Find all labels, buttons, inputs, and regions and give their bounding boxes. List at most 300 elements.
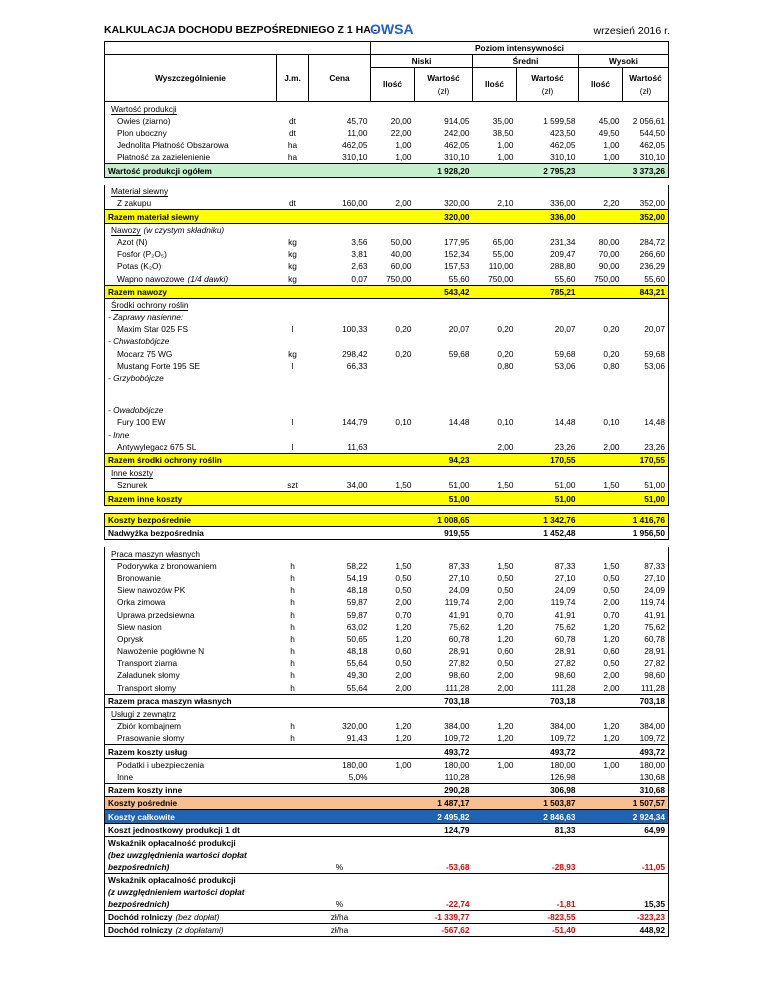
qty-low-cell: 1,50: [395, 560, 412, 571]
table-row: [105, 783, 669, 796]
row-note: (1/4 dawki): [187, 273, 229, 284]
unit-cell: h: [290, 609, 295, 620]
empty-cell: [309, 223, 371, 236]
empty-cell: [415, 428, 473, 440]
table-row: [105, 923, 669, 936]
row-label: - Zaprawy nasienne:: [108, 312, 184, 323]
row-label: Potas (K₂O): [105, 260, 277, 272]
empty-cell: [309, 466, 371, 479]
empty-cell: [473, 372, 517, 384]
price-cell: 91,43: [346, 733, 368, 744]
empty-cell: [371, 384, 415, 404]
spacer-cell: [105, 505, 669, 513]
val-high-cell: 310,10: [623, 151, 669, 164]
indicator-mid-cell: -51,40: [517, 923, 579, 936]
total-high-cell: 1 507,57: [623, 797, 669, 810]
qty-high-cell: 2,20: [603, 198, 620, 209]
row-label: Prasowanie słomy: [105, 732, 277, 745]
qty-high-cell: 2,00: [603, 597, 620, 608]
unit-cell: h: [290, 670, 295, 681]
qty-high-cell: 1,20: [603, 721, 620, 732]
indicator-label: [105, 910, 309, 923]
empty-cell: [473, 185, 517, 197]
table-row: [105, 210, 669, 223]
total-high-cell: 2 924,34: [623, 810, 669, 823]
qty-mid-cell: 110,00: [488, 261, 514, 272]
qty-high-cell: [579, 771, 623, 784]
qty-low-cell: 22,00: [390, 127, 412, 138]
unit-cell: h: [290, 646, 295, 657]
col-val-mid: Wartość: [531, 72, 564, 83]
qty-high-cell: 49,50: [598, 127, 620, 138]
val-mid-cell: 1 599,58: [543, 115, 576, 126]
table-row: [105, 836, 669, 873]
val-high-cell: 98,60: [623, 669, 669, 681]
qty-mid-cell: 0,80: [497, 360, 514, 371]
val-low-cell: 152,34: [444, 249, 470, 260]
table-row: [105, 596, 669, 608]
val-high-cell: 130,68: [623, 771, 669, 784]
section-label: [105, 223, 277, 236]
table-row: [105, 669, 669, 681]
qty-low-cell: [371, 771, 415, 784]
val-low-cell: 914,05: [444, 115, 470, 126]
indicator-label: [105, 836, 309, 873]
summary-spacer: [473, 453, 517, 466]
indicator-unit: zł/ha: [309, 923, 371, 936]
summary-label: Razem koszty usług: [105, 745, 371, 758]
empty-cell: [415, 102, 473, 115]
empty-cell: [579, 384, 623, 404]
table-row: [105, 539, 669, 547]
val-mid-cell: 109,72: [550, 733, 576, 744]
summary-spacer: [371, 694, 415, 707]
row-label: Praca maszyn własnych: [111, 548, 200, 559]
price-cell: 298,42: [342, 348, 368, 359]
empty-cell: [517, 384, 579, 404]
empty-cell: [579, 404, 623, 416]
empty-cell: [371, 428, 415, 440]
summary-spacer: [371, 526, 415, 539]
qty-high-cell: 1,20: [603, 733, 620, 744]
empty-cell: [623, 335, 669, 347]
summary-label: Wartość produkcji ogółem: [105, 164, 371, 177]
val-high-cell: 20,07: [623, 323, 669, 335]
table-row: [105, 797, 669, 810]
table-row: [105, 745, 669, 758]
val-mid-cell: 23,26: [554, 441, 576, 452]
table-row: [105, 657, 669, 669]
summary-label: Razem praca maszyn własnych: [105, 694, 371, 707]
empty-cell: [277, 707, 309, 720]
total-low-cell: 919,55: [415, 526, 473, 539]
val-low-cell: 75,62: [448, 621, 470, 632]
empty-cell: [309, 404, 371, 416]
indicator-mid-cell: -1,81: [517, 873, 579, 910]
qty-low-cell: 0,20: [395, 324, 412, 335]
empty-cell: [415, 384, 473, 404]
empty-cell: [277, 102, 309, 115]
val-mid-cell: 53,06: [554, 360, 576, 371]
summary-spacer: [473, 910, 517, 923]
price-cell: 5,0%: [348, 771, 368, 782]
table-row: [105, 115, 669, 127]
total-high-cell: 310,68: [623, 783, 669, 796]
indicator-label: [105, 923, 309, 936]
price-cell: 11,00: [347, 127, 368, 138]
total-mid-cell: 170,55: [517, 453, 579, 466]
total-low-cell: 94,23: [415, 453, 473, 466]
empty-cell: [579, 335, 623, 347]
col-desc: Wyszczególnienie: [105, 55, 277, 102]
table-row: [105, 416, 669, 428]
empty-cell: [415, 223, 473, 236]
val-low-cell: 59,68: [448, 348, 470, 359]
col-qty-high: Ilość: [579, 68, 623, 102]
total-low-cell: 703,18: [415, 694, 473, 707]
qty-high-cell: 0,80: [603, 360, 620, 371]
qty-low-cell: 0,10: [395, 417, 412, 428]
subsection-label: [105, 428, 277, 440]
total-high-cell: 51,00: [623, 492, 669, 505]
val-mid-cell: 310,10: [550, 152, 576, 163]
val-high-cell: 544,50: [623, 127, 669, 139]
val-high-cell: 236,29: [623, 260, 669, 272]
table-row: [105, 335, 669, 347]
unit-cell: l: [291, 417, 294, 428]
empty-cell: [517, 372, 579, 384]
calculation-table: [104, 41, 669, 937]
spacer-cell: [105, 177, 669, 185]
row-label: Z zakupu: [105, 197, 277, 210]
val-high-cell: 384,00: [623, 720, 669, 732]
total-low-cell: 493,72: [415, 745, 473, 758]
row-note: (w czystym składniku): [143, 224, 225, 235]
price-cell: 3,81: [351, 249, 368, 260]
empty-cell: [623, 102, 669, 115]
qty-high-cell: 1,20: [603, 633, 620, 644]
table-row: [105, 102, 669, 115]
qty-low-cell: [371, 360, 415, 372]
row-label: - Owadobójcze: [108, 405, 164, 416]
indicator-mid-cell: -823,55: [517, 910, 579, 923]
summary-spacer: [579, 836, 623, 873]
section-label: [105, 466, 277, 479]
summary-spacer: [579, 694, 623, 707]
qty-low-cell: 2,00: [395, 682, 412, 693]
val-mid-cell: 14,48: [554, 417, 576, 428]
val-mid-cell: 60,78: [554, 633, 576, 644]
empty-cell: [371, 547, 415, 559]
row-label: Środki ochrony roślin: [111, 299, 189, 310]
qty-low-cell: 20,00: [390, 115, 412, 126]
row-label-text: Wapno nawozowe: [117, 273, 185, 284]
empty-cell: [371, 372, 415, 384]
empty-cell: [415, 335, 473, 347]
total-low-cell: 290,28: [415, 783, 473, 796]
empty-cell: [473, 466, 517, 479]
val-low-cell: 14,48: [448, 417, 470, 428]
qty-low-cell: 1,00: [395, 759, 412, 770]
price-cell: 55,64: [346, 658, 368, 669]
total-mid-cell: 1 452,48: [517, 526, 579, 539]
qty-high-cell: 80,00: [598, 236, 620, 247]
empty-cell: [309, 102, 371, 115]
row-label: Materiał siewny: [111, 186, 169, 197]
qty-mid-cell: 2,10: [497, 198, 514, 209]
val-low-cell: [415, 360, 473, 372]
qty-low-cell: 0,50: [395, 658, 412, 669]
empty-cell: [415, 547, 473, 559]
row-label: Płatność za zazielenienie: [105, 151, 277, 164]
qty-high-cell: 0,60: [603, 646, 620, 657]
empty-cell: [277, 404, 309, 416]
indicator-unit: %: [309, 836, 371, 873]
summary-spacer: [579, 923, 623, 936]
total-low-cell: 124,79: [415, 823, 473, 836]
summary-spacer: [473, 810, 517, 823]
val-mid-cell: 59,68: [554, 348, 576, 359]
unit-cell: kg: [288, 348, 297, 359]
summary-spacer: [473, 164, 517, 177]
table-row: [105, 323, 669, 335]
qty-mid-cell: 2,00: [497, 441, 514, 452]
price-cell: 63,02: [346, 621, 368, 632]
price-cell: 320,00: [342, 721, 368, 732]
val-low-cell: 55,60: [448, 273, 470, 284]
empty-cell: [473, 298, 517, 311]
price-cell: 66,33: [346, 360, 368, 371]
total-high-cell: 352,00: [623, 210, 669, 223]
val-high-cell: 2 056,61: [623, 115, 669, 127]
total-high-cell: 3 373,26: [623, 164, 669, 177]
empty-cell: [415, 298, 473, 311]
empty-cell: [517, 547, 579, 559]
row-label: Jednolita Płatność Obszarowa: [105, 139, 277, 151]
val-mid-cell: 119,74: [550, 597, 576, 608]
empty-cell: [415, 707, 473, 720]
empty-cell: [473, 707, 517, 720]
qty-mid-cell: 1,00: [497, 140, 514, 151]
price-cell: 59,87: [346, 609, 368, 620]
val-mid-cell: 51,00: [554, 480, 576, 491]
total-mid-cell: 2 795,23: [517, 164, 579, 177]
section-label: [105, 547, 277, 559]
empty-cell: [309, 298, 371, 311]
summary-spacer: [579, 210, 623, 223]
summary-spacer: [473, 873, 517, 910]
total-low-cell: 1 487,17: [415, 797, 473, 810]
val-low-cell: 119,74: [444, 597, 470, 608]
table-row: [105, 707, 669, 720]
empty-cell: [473, 223, 517, 236]
indicator-high-cell: -323,23: [623, 910, 669, 923]
row-label: Fosfor (P₂O₅): [105, 248, 277, 260]
val-high-cell: 55,60: [623, 272, 669, 285]
qty-mid-cell: 65,00: [492, 236, 514, 247]
empty-cell: [415, 185, 473, 197]
empty-cell: [517, 185, 579, 197]
summary-spacer: [371, 783, 415, 796]
val-high-cell: 352,00: [623, 197, 669, 210]
section-label: [105, 102, 277, 115]
empty-cell: [277, 372, 309, 384]
total-mid-cell: 785,21: [517, 285, 579, 298]
table-row: [105, 127, 669, 139]
empty-cell: [371, 335, 415, 347]
qty-high-cell: 750,00: [594, 273, 620, 284]
table-row: [105, 584, 669, 596]
val-low-cell: 27,10: [448, 572, 470, 583]
empty-cell: [517, 223, 579, 236]
empty-cell: [623, 298, 669, 311]
row-label: Zbiór kombajnem: [105, 720, 277, 732]
summary-spacer: [371, 513, 415, 526]
summary-spacer: [371, 453, 415, 466]
val-low-cell: 51,00: [448, 480, 470, 491]
val-high-cell: 24,09: [623, 584, 669, 596]
summary-label: Nadwyżka bezpośrednia: [105, 526, 371, 539]
indicator-title: Dochód rolniczy: [108, 911, 173, 922]
val-high-cell: 14,48: [623, 416, 669, 428]
unit-cell: h: [290, 658, 295, 669]
total-mid-cell: 2 846,63: [517, 810, 579, 823]
val-mid-cell: 423,50: [550, 127, 576, 138]
row-label: Nawożenie pogłówne N: [105, 645, 277, 657]
val-mid-cell: 288,80: [550, 261, 576, 272]
val-mid-cell: 209,47: [550, 249, 576, 260]
empty-cell: [623, 311, 669, 323]
unit-cell: h: [290, 621, 295, 632]
val-high-cell: 51,00: [623, 479, 669, 492]
qty-mid-cell: 55,00: [492, 249, 514, 260]
val-high-cell: 41,91: [623, 608, 669, 620]
empty-cell: [371, 298, 415, 311]
total-high-cell: 64,99: [623, 823, 669, 836]
qty-low-cell: 1,50: [395, 480, 412, 491]
unit-cell: dt: [289, 115, 296, 126]
empty-cell: [473, 384, 517, 404]
row-label: Transport ziarna: [105, 657, 277, 669]
qty-high-cell: 0,20: [603, 348, 620, 359]
val-high-cell: 27,10: [623, 572, 669, 584]
row-label: Azot (N): [105, 236, 277, 248]
qty-mid-cell: 0,10: [497, 417, 514, 428]
total-low-cell: 1 928,20: [415, 164, 473, 177]
summary-spacer: [473, 285, 517, 298]
summary-spacer: [579, 797, 623, 810]
empty-cell: [623, 707, 669, 720]
table-row: [105, 151, 669, 164]
empty-cell: [623, 185, 669, 197]
qty-mid-cell: 1,20: [497, 721, 514, 732]
summary-label: Koszty całkowite: [105, 810, 371, 823]
val-low-cell: 87,33: [448, 560, 470, 571]
val-low-cell: 177,95: [444, 236, 470, 247]
qty-low-cell: 1,20: [395, 633, 412, 644]
price-cell: 59,87: [346, 597, 368, 608]
table-row: [105, 526, 669, 539]
table-row: [105, 223, 669, 236]
empty-cell: [579, 298, 623, 311]
val-mid-cell: 24,09: [554, 585, 576, 596]
val-low-cell: 109,72: [444, 733, 470, 744]
empty-cell: [473, 547, 517, 559]
table-body: [105, 102, 669, 937]
table-row: [105, 560, 669, 572]
val-low-cell: 20,07: [448, 324, 470, 335]
empty-cell: [623, 547, 669, 559]
val-high-cell: 59,68: [623, 347, 669, 359]
table-row: [105, 248, 669, 260]
table-row: [105, 823, 669, 836]
summary-spacer: [579, 910, 623, 923]
qty-high-cell: 0,50: [603, 658, 620, 669]
row-label: - Inne: [108, 429, 130, 440]
table-row: [105, 260, 669, 272]
qty-high-cell: 1,50: [603, 560, 620, 571]
qty-low-cell: 0,20: [395, 348, 412, 359]
spacer-cell: [105, 539, 669, 547]
table-row: [105, 771, 669, 784]
qty-low-cell: 750,00: [386, 273, 412, 284]
qty-mid-cell: 0,60: [497, 646, 514, 657]
val-low-cell: 157,53: [444, 261, 470, 272]
summary-spacer: [473, 526, 517, 539]
empty-cell: [579, 223, 623, 236]
qty-high-cell: 0,50: [603, 572, 620, 583]
qty-high-cell: 0,70: [603, 609, 620, 620]
qty-low-cell: 1,20: [395, 721, 412, 732]
col-high: Wysoki: [579, 55, 669, 68]
total-high-cell: 703,18: [623, 694, 669, 707]
empty-cell: [277, 311, 309, 323]
table-row: [105, 608, 669, 620]
empty-cell: [473, 428, 517, 440]
table-row: [105, 645, 669, 657]
price-cell: 58,22: [346, 560, 368, 571]
unit-cell: h: [290, 721, 295, 732]
val-low-cell: 27,82: [448, 658, 470, 669]
val-mid-cell: 20,07: [554, 324, 576, 335]
empty-cell: [579, 707, 623, 720]
row-label: Fury 100 EW: [105, 416, 277, 428]
empty-cell: [371, 102, 415, 115]
price-cell: 34,00: [346, 480, 368, 491]
empty-cell: [371, 707, 415, 720]
empty-cell: [517, 102, 579, 115]
unit-cell: [277, 771, 309, 784]
indicator-high-cell: -11,05: [623, 836, 669, 873]
summary-spacer: [371, 810, 415, 823]
empty-cell: [517, 298, 579, 311]
empty-cell: [517, 707, 579, 720]
val-mid-cell: 87,33: [554, 560, 576, 571]
empty-cell: [277, 185, 309, 197]
col-zl-low: (zł): [437, 85, 450, 96]
price-cell: 100,33: [342, 324, 368, 335]
empty-cell: [371, 185, 415, 197]
empty-cell: [473, 404, 517, 416]
col-qty-low: Ilość: [371, 68, 415, 102]
summary-spacer: [371, 873, 415, 910]
summary-spacer: [371, 923, 415, 936]
table-row: [105, 873, 669, 910]
subsection-label: [105, 372, 277, 384]
empty-cell: [623, 372, 669, 384]
indicator-low-cell: -53,68: [415, 836, 473, 873]
summary-spacer: [371, 836, 415, 873]
